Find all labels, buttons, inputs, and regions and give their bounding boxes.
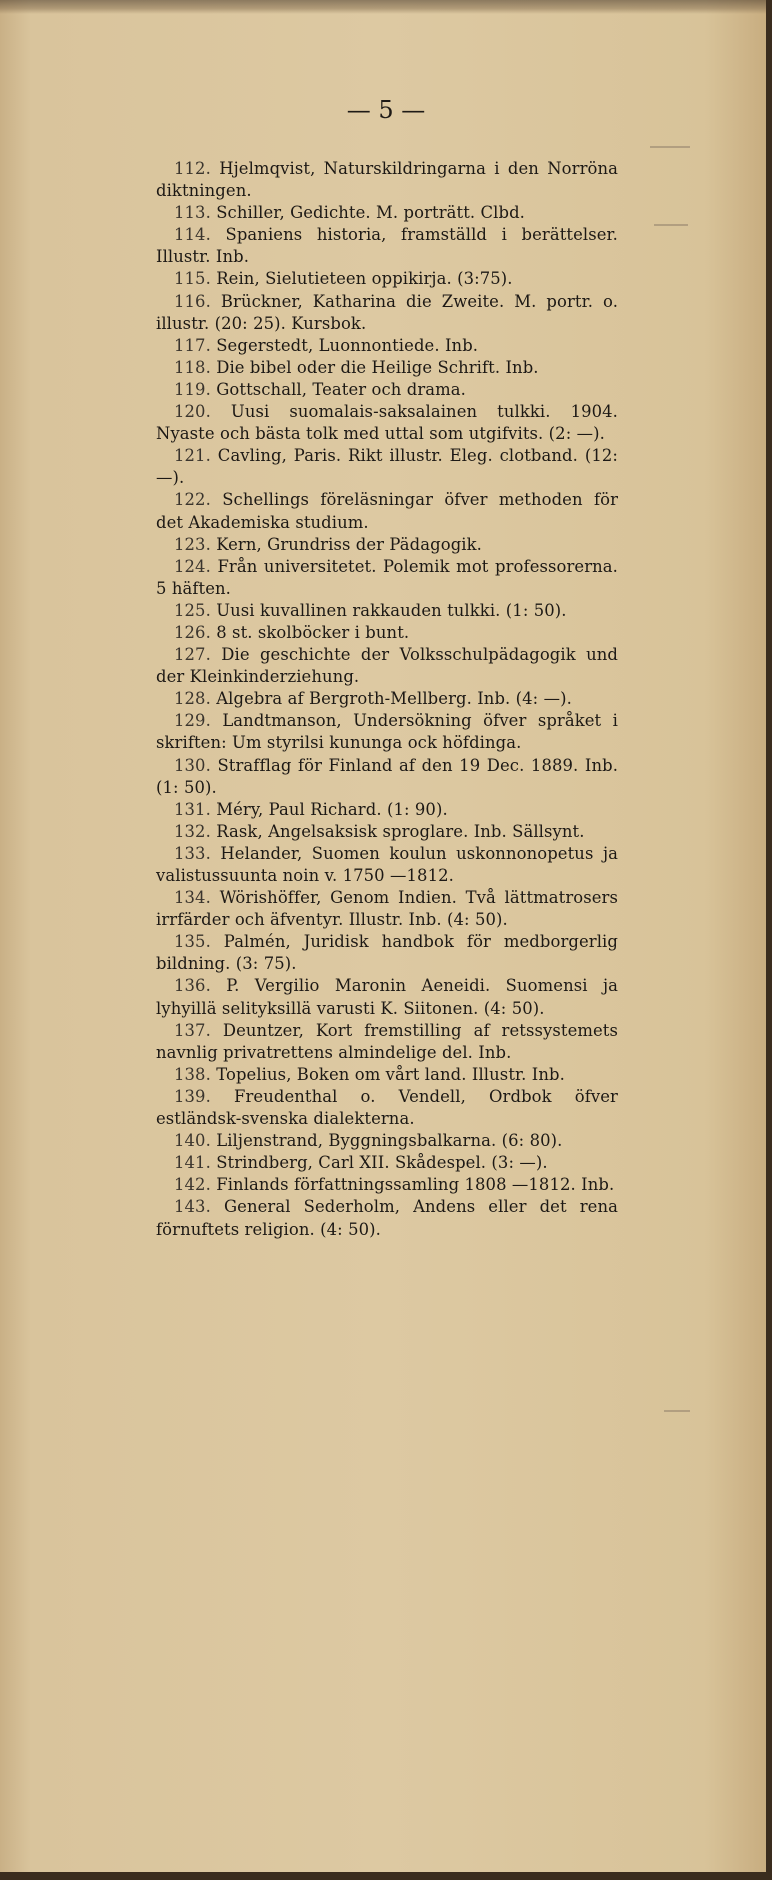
entry-number: 115. <box>174 269 211 289</box>
entry-number: 143. <box>174 1197 211 1217</box>
entry-number: 120. <box>174 402 211 422</box>
catalog-entry <box>156 1020 618 1064</box>
entry-text: General Sederholm, Andens eller det rena förnuftets religion. (4: 50). <box>156 1197 618 1239</box>
entry-number: 127. <box>174 645 211 665</box>
entry-text: Strafflag för Finland af den 19 Dec. 1889. Inb. (1: 50). <box>156 755 619 797</box>
entry-number: 112. <box>174 159 211 178</box>
catalog-entry <box>156 556 618 600</box>
entry-text: Liljenstrand, Byggningsbalkarna. (6: 80). <box>216 1131 563 1151</box>
catalog-entry <box>156 821 618 843</box>
entry-number: 130. <box>174 755 211 775</box>
entry-number: 137. <box>174 1020 211 1040</box>
entry-text: Uusi suomalais-saksalainen tulkki. 1904. Nyaste och bästa tolk med uttal som utgifvits. (2: —). <box>156 402 618 444</box>
entry-text: 8 st. skolböcker i bunt. <box>216 622 410 642</box>
entry-text: Die bibel oder die Heilige Schrift. Inb. <box>216 357 539 377</box>
entry-number: 133. <box>174 843 211 863</box>
margin-mark <box>664 1410 690 1412</box>
entry-text: Uusi kuvallinen rakkauden tulkki. (1: 50). <box>216 600 567 620</box>
entry-text: Méry, Paul Richard. (1: 90). <box>216 799 448 819</box>
entry-number: 139. <box>174 1086 211 1106</box>
catalog-entry <box>156 357 618 379</box>
catalog-entry <box>156 489 618 533</box>
catalog-entry <box>156 622 618 644</box>
entry-number: 132. <box>174 821 211 841</box>
catalog-entry <box>156 688 618 710</box>
catalog-entry <box>156 600 618 622</box>
entry-text: Wörishöffer, Genom Indien. Två lättmatrosers irrfärder och äfventyr. Illustr. Inb. (4: 50). <box>156 888 619 930</box>
entry-text: Rask, Angelsaksisk sproglare. Inb. Sällsynt. <box>216 821 585 841</box>
entry-text: Från universitetet. Polemik mot professorerna. 5 häften. <box>156 556 618 598</box>
catalog-entry <box>156 931 618 975</box>
entry-number: 134. <box>174 888 211 908</box>
entry-number: 113. <box>174 203 211 223</box>
entry-number: 136. <box>174 976 211 996</box>
entry-number: 124. <box>174 556 211 576</box>
entry-number: 121. <box>174 446 211 466</box>
catalog-entry <box>156 534 618 556</box>
entry-number: 140. <box>174 1131 211 1151</box>
entry-number: 116. <box>174 291 211 311</box>
catalog-entry <box>156 1064 618 1086</box>
entry-number: 125. <box>174 600 211 620</box>
entry-number: 129. <box>174 711 211 731</box>
entry-text: Kern, Grundriss der Pädagogik. <box>216 534 482 554</box>
catalog-entry <box>156 445 618 489</box>
entry-text: Deuntzer, Kort fremstilling af retssystemets navnlig privatrettens almindelige del. Inb. <box>156 1020 619 1062</box>
catalog-entry <box>156 843 618 887</box>
catalog-entry <box>156 1086 618 1130</box>
entry-number: 128. <box>174 689 211 709</box>
entry-text: Hjelmqvist, Naturskildringarna i den Norröna diktningen. <box>156 159 619 201</box>
catalog-entry <box>156 1196 618 1240</box>
entry-text: Spaniens historia, framställd i berättelser. Illustr. Inb. <box>156 225 618 267</box>
entry-number: 123. <box>174 534 211 554</box>
catalog-entry <box>156 1152 618 1174</box>
catalog-entry <box>156 755 618 799</box>
catalog-entry <box>156 1174 618 1196</box>
entry-text: Schiller, Gedichte. M. porträtt. Clbd. <box>216 203 525 223</box>
catalog-entry <box>156 291 618 335</box>
entry-number: 138. <box>174 1064 211 1084</box>
entry-text: Landtmanson, Undersökning öfver språket i skriften: Um styrilsi kununga ock höfdinga. <box>156 711 618 753</box>
entry-text: P. Vergilio Maronin Aeneidi. Suomensi ja lyhyillä selityksillä varusti K. Siitonen. (4: 50). <box>156 976 618 1018</box>
catalog-entry <box>156 1130 618 1152</box>
entry-number: 141. <box>174 1153 211 1173</box>
entry-text: Brückner, Katharina die Zweite. M. portr. o. illustr. (20: 25). Kursbok. <box>156 291 618 333</box>
entry-number: 114. <box>174 225 211 245</box>
catalog-entry <box>156 887 618 931</box>
catalog-entry <box>156 379 618 401</box>
entry-text: Algebra af Bergroth-Mellberg. Inb. (4: —). <box>216 689 572 709</box>
entry-number: 126. <box>174 622 211 642</box>
entry-text: Freudenthal o. Vendell, Ordbok öfver estländsk-svenska dialekterna. <box>156 1086 618 1129</box>
entry-text: Cavling, Paris. Rikt illustr. Eleg. clotband. (12: —). <box>156 446 618 488</box>
margin-mark <box>654 224 688 226</box>
catalog-entry <box>156 335 618 357</box>
entry-text: Strindberg, Carl XII. Skådespel. (3: —). <box>216 1153 548 1173</box>
entry-text: Schellings föreläsningar öfver methoden för det Akademiska studium. <box>156 490 619 532</box>
catalog-entry-list <box>156 158 618 1241</box>
catalog-entry <box>156 799 618 821</box>
entry-text: Helander, Suomen koulun uskonnonopetus ja valistussuunta noin v. 1750 —1812. <box>156 843 618 885</box>
catalog-entry <box>156 158 618 202</box>
entry-text: Segerstedt, Luonnontiede. Inb. <box>216 335 479 355</box>
entry-number: 117. <box>174 335 211 355</box>
catalog-entry <box>156 975 618 1019</box>
entry-text: Gottschall, Teater och drama. <box>216 379 466 399</box>
catalog-entry <box>156 224 618 268</box>
entry-number: 122. <box>174 490 211 510</box>
catalog-entry <box>156 268 618 290</box>
catalog-entry <box>156 401 618 445</box>
catalog-entry <box>156 710 618 754</box>
entry-number: 118. <box>174 357 211 377</box>
catalog-entry <box>156 202 618 224</box>
entry-text: Finlands författningssamling 1808 —1812. Inb. <box>216 1175 615 1195</box>
entry-text: Topelius, Boken om vårt land. Illustr. Inb. <box>216 1064 565 1084</box>
page-number: — 5 — <box>346 96 426 124</box>
entry-number: 119. <box>174 379 211 399</box>
catalog-entry <box>156 644 618 688</box>
entry-number: 135. <box>174 932 211 952</box>
entry-number: 131. <box>174 799 211 819</box>
entry-text: Die geschichte der Volksschulpädagogik und der Kleinkinderziehung. <box>156 645 618 687</box>
entry-number: 142. <box>174 1175 211 1195</box>
entry-text: Palmén, Juridisk handbok för medborgerlig bildning. (3: 75). <box>156 932 618 974</box>
entry-text: Rein, Sielutieteen oppikirja. (3:75). <box>216 269 513 289</box>
margin-mark <box>650 146 690 148</box>
